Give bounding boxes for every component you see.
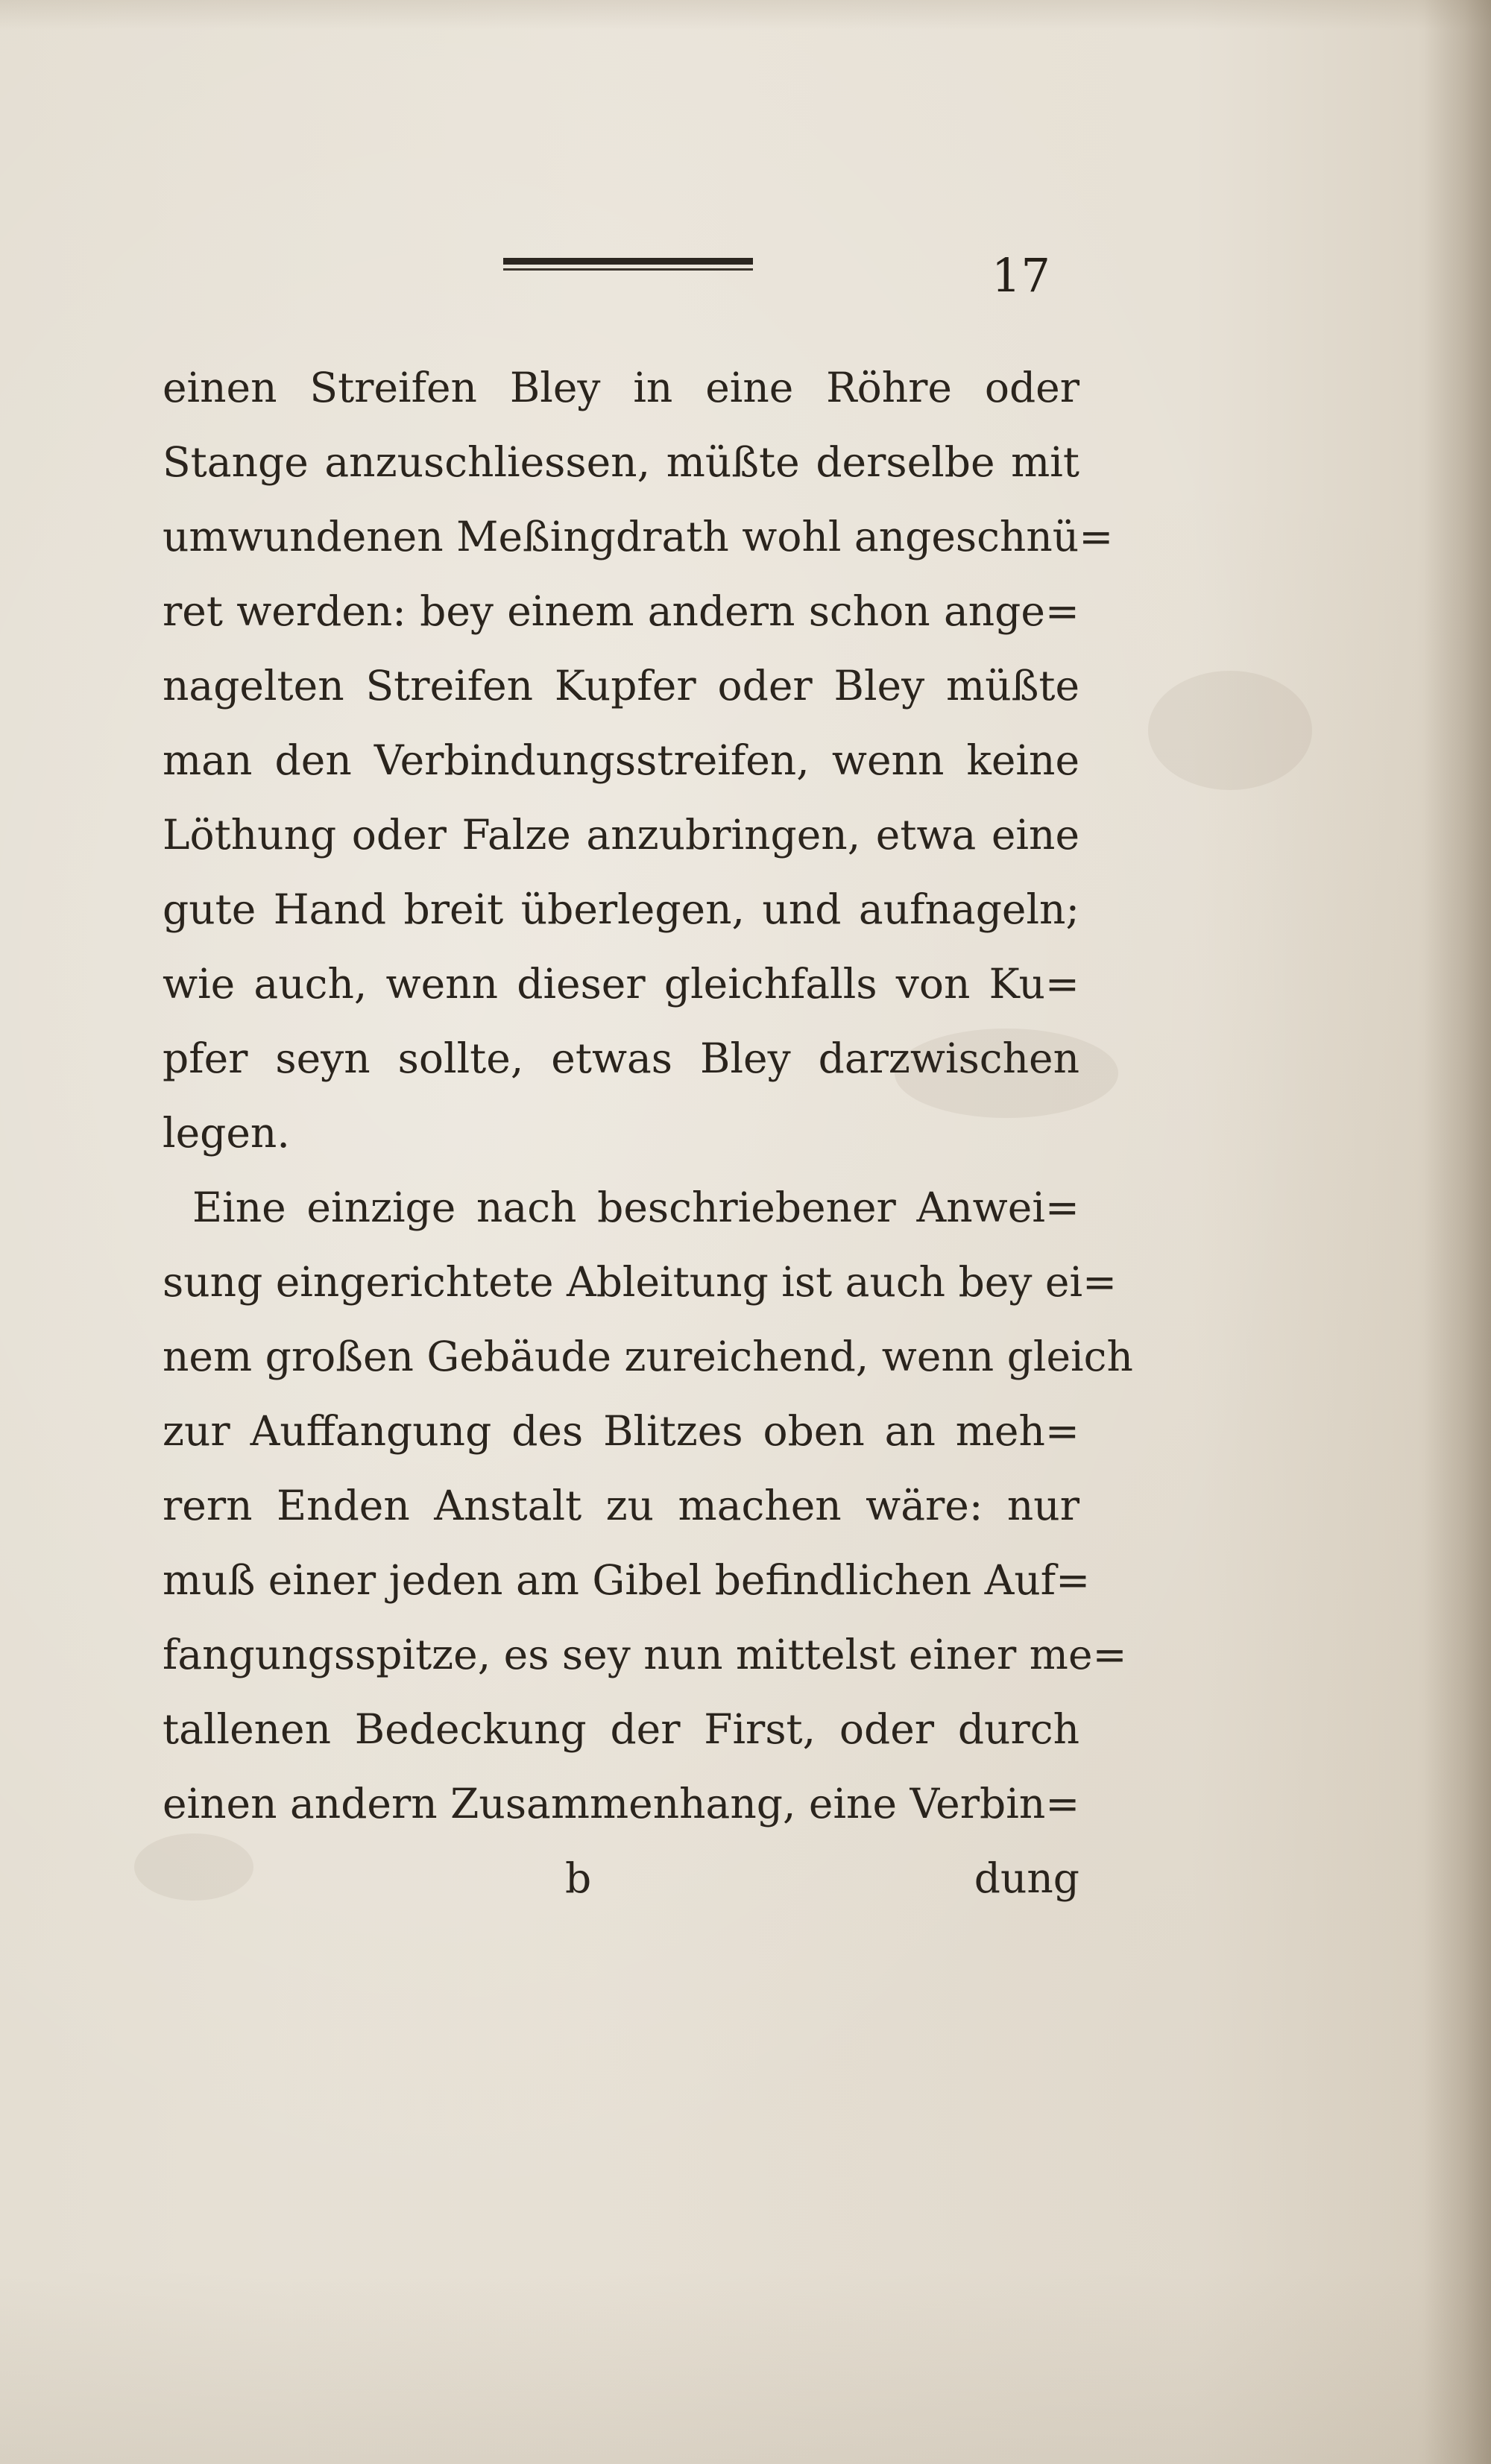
text-line: Löthung oder Falze anzubringen, etwa eine (163, 811, 1079, 859)
text-line: legen. (163, 1109, 290, 1157)
text-line: gute Hand breit überlegen, und aufnageln; (163, 885, 1079, 933)
header-rule-thin (503, 268, 753, 271)
text-line: pfer seyn sollte, etwas Bley darzwischen (163, 1034, 1079, 1082)
text-line: muß einer jeden am Gibel befindlichen Auf= (163, 1556, 1091, 1604)
text-line: wie auch, wenn dieser gleichfalls von Ku= (163, 960, 1079, 1008)
catchword: dung (974, 1854, 1079, 1902)
text-line: einen Streifen Bley in eine Röhre oder (163, 364, 1079, 411)
body-text (163, 350, 1133, 1841)
page-top-shadow (0, 0, 1491, 30)
page-right-edge-shadow (1424, 0, 1491, 2464)
header-rule (503, 258, 753, 274)
page-bottom-shadow (0, 2270, 1491, 2464)
text-line: Eine einzige nach beschriebener Anwei= (192, 1184, 1079, 1231)
paper-stain (1148, 671, 1312, 790)
text-line: nem großen Gebäude zureichend, wenn gleich (163, 1333, 1133, 1380)
text-line: sung eingerichtete Ableitung ist auch bey ei= (163, 1258, 1118, 1306)
text-line: fangungsspitze, es sey nun mittelst einer me= (163, 1631, 1127, 1678)
page-number: 17 (992, 248, 1050, 303)
text-line: nagelten Streifen Kupfer oder Bley müßte (163, 662, 1079, 710)
text-line: tallenen Bedeckung der First, oder durch (163, 1705, 1079, 1753)
header-rule-thick (503, 258, 753, 265)
text-line: man den Verbindungsstreifen, wenn keine (163, 736, 1079, 784)
text-line: einen andern Zusammenhang, eine Verbin= (163, 1780, 1080, 1828)
signature-mark: b (565, 1854, 592, 1902)
page-footer (163, 1841, 1079, 1915)
text-line: ret werden: bey einem andern schon ange= (163, 587, 1079, 635)
text-line: umwundenen Meßingdrath wohl angeschnü= (163, 513, 1114, 560)
text-line: rern Enden Anstalt zu machen wäre: nur (163, 1482, 1079, 1529)
text-line: Stange anzuschliessen, müßte derselbe mit (163, 438, 1079, 486)
text-line: zur Auffangung des Blitzes oben an meh= (163, 1407, 1079, 1455)
